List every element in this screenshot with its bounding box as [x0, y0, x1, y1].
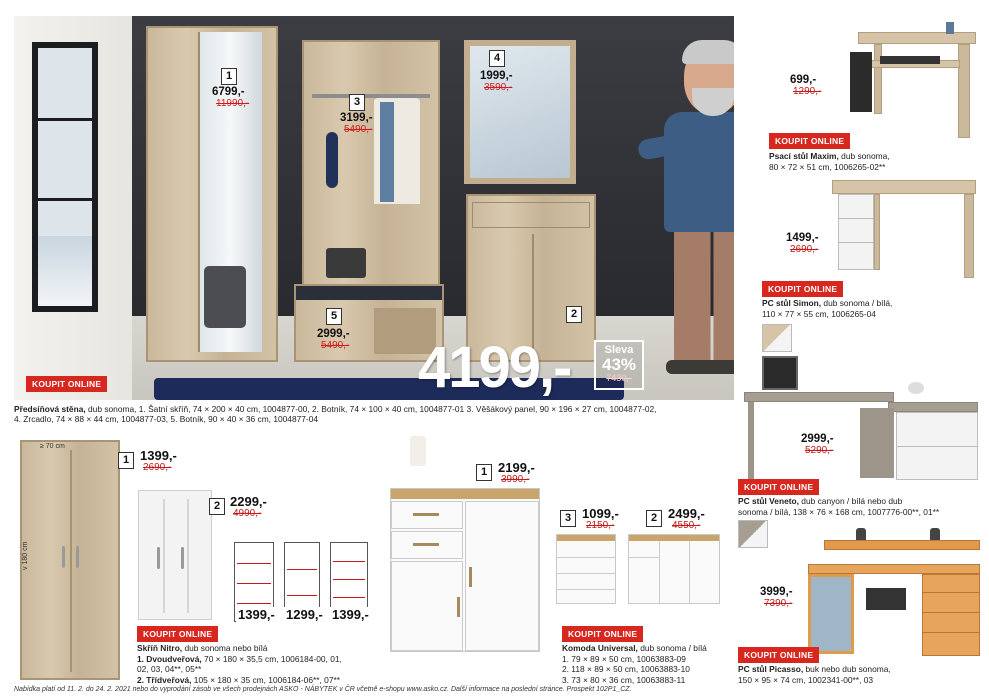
nitro-variant-2-size: 105 × 180 × 35 cm, 1006184-06**, 07** [191, 674, 341, 685]
nitro-2-old-price: 4990,- [233, 508, 262, 519]
person-shirt [664, 112, 734, 232]
veneto-detail: dub canyon / bílá nebo dub [798, 496, 903, 506]
nitro-variant-2: 2. Třídveřová, [137, 674, 192, 685]
veneto-name: PC stůl Veneto, [738, 496, 799, 506]
simon-price: 1499,- [786, 232, 819, 244]
komoda-size-3: 3. 73 × 80 × 36 cm, 10063883-11 [562, 674, 686, 685]
komoda-2-old-price: 4550,- [672, 520, 701, 531]
picasso-old-price: 7390,- [764, 598, 793, 609]
buy-online-button[interactable]: KOUPIT ONLINE [26, 376, 107, 392]
nitro-wardrobe-image [20, 440, 120, 680]
umbrella-image [326, 132, 338, 188]
nitro-caption [137, 643, 342, 685]
veneto-size: sonoma / bílá, 138 × 76 × 168 cm, 1007776-00**, 01** [738, 506, 940, 517]
coat-panel-price: 3199,- [340, 112, 373, 124]
nitro-1-old-price: 2690,- [143, 462, 172, 473]
komoda-2-price: 2499,- [668, 506, 705, 521]
hero-description-title: Předsíňová stěna, [14, 404, 86, 414]
picasso-price: 3999,- [760, 586, 793, 598]
item-number-badge: 2 [646, 510, 662, 527]
komoda-3-old-price: 2150,- [586, 520, 615, 531]
komoda-1-old-price: 3990,- [501, 474, 530, 485]
picasso-desk-image [804, 528, 980, 656]
maxim-desk-image [850, 32, 976, 138]
simon-color-swatch [762, 324, 792, 352]
nitro-height-label: v 180 cm [22, 541, 29, 570]
nitro-variant-1: 1. Dvoudveřová, [137, 653, 202, 664]
nitro-plan-1-price: 1399,- [238, 607, 275, 622]
bench-price: 2999,- [317, 328, 350, 340]
maxim-size: 80 × 72 × 51 cm, 1006265-02** [769, 161, 886, 172]
sale-old-price: 7430,- [606, 373, 632, 383]
candle-image [410, 436, 426, 466]
suitcase-image [204, 266, 246, 328]
komoda-3-image [556, 534, 616, 604]
komoda-size-1: 1. 79 × 89 × 50 cm, 10063883-09 [562, 653, 686, 664]
person-image [674, 228, 734, 368]
set-price: 4199,- [418, 335, 571, 400]
simon-size: 110 × 77 × 55 cm, 1006265-04 [762, 308, 876, 319]
komoda-buy-button[interactable]: KOUPIT ONLINE [562, 626, 643, 642]
sale-label: Sleva [604, 344, 634, 356]
komoda-name: Komoda Universal, [562, 643, 638, 653]
bench-old-price: 5490,- [321, 340, 350, 351]
hero-description-line2: 4. Zrcadlo, 74 × 88 × 44 cm, 1004877-03, 5. Botník, 90 × 40 × 36 cm, 1004877-04 [14, 414, 319, 425]
komoda-2-image [628, 534, 720, 604]
person-hair [682, 40, 734, 64]
item-number-badge: 3 [349, 94, 365, 111]
veneto-buy-button[interactable]: KOUPIT ONLINE [738, 479, 819, 495]
maxim-buy-button[interactable]: KOUPIT ONLINE [769, 133, 850, 149]
komoda-1-image [390, 488, 540, 652]
simon-detail: dub sonoma / bílá, [821, 298, 893, 308]
simon-caption [762, 298, 892, 319]
item-number-badge: 2 [566, 306, 582, 323]
veneto-price: 2999,- [801, 433, 834, 445]
picasso-name: PC stůl Picasso, [738, 664, 804, 674]
hero-description [14, 404, 734, 425]
simon-buy-button[interactable]: KOUPIT ONLINE [762, 281, 843, 297]
komoda-3-price: 1099,- [582, 506, 619, 521]
sale-badge [594, 340, 644, 390]
picasso-caption [738, 664, 891, 685]
maxim-price: 699,- [790, 74, 817, 86]
item-number-badge: 1 [476, 464, 492, 481]
nitro-width-label: ≥ 70 cm [40, 443, 65, 450]
nitro-variant-1-codes: 02, 03, 04**, 05** [137, 664, 202, 675]
item-number-badge: 1 [118, 452, 134, 469]
veneto-color-swatch [738, 520, 768, 548]
komoda-detail: dub sonoma / bílá [637, 643, 707, 653]
nitro-plan-2-price: 1299,- [286, 607, 323, 622]
coat-panel-old-price: 5490,- [344, 124, 373, 135]
person-shoes [666, 360, 734, 374]
maxim-caption [769, 151, 890, 172]
item-number-badge: 5 [326, 308, 342, 325]
mirror-image [464, 40, 576, 184]
basket-image [326, 248, 366, 278]
komoda-1-price: 2199,- [498, 460, 535, 475]
veneto-old-price: 5290,- [805, 445, 834, 456]
sale-percent: 43% [601, 355, 637, 374]
wardrobe-price: 6799,- [212, 86, 245, 98]
item-number-badge: 1 [221, 68, 237, 85]
picasso-buy-button[interactable]: KOUPIT ONLINE [738, 647, 819, 663]
mirror-price: 1999,- [480, 70, 513, 82]
nitro-white-wardrobe-image [138, 490, 212, 620]
nitro-plan-3-price: 1399,- [332, 607, 369, 622]
veneto-desk-image [744, 356, 980, 484]
hero-window-image [32, 42, 98, 312]
simon-name: PC stůl Simon, [762, 298, 822, 308]
simon-desk-image [832, 180, 976, 278]
picasso-size: 150 × 95 × 74 cm, 1002341-00**, 03 [738, 674, 874, 685]
picasso-detail: buk nebo dub sonoma, [803, 664, 891, 674]
simon-old-price: 2690,- [790, 244, 819, 255]
nitro-2-price: 2299,- [230, 494, 267, 509]
komoda-caption [562, 643, 707, 685]
veneto-caption [738, 496, 939, 517]
nitro-buy-button[interactable]: KOUPIT ONLINE [137, 626, 218, 642]
item-number-badge: 4 [489, 50, 505, 67]
hero-description-body: dub sonoma, 1. Šatní skříň, 74 × 200 × 40 cm, 1004877-00, 2. Botník, 74 × 100 × 40 cm, 1004877-01 3. Věšákový panel, 90 × 196 × 27 cm, 1004877-02, [85, 404, 657, 414]
offer-footnote: Nabídka platí od 11. 2. do 24. 2. 2021 nebo do vyprodání zásob ve všech prodejnách ASKO - NÁBYTEK v ČR včetně e-shopu www.asko.cz. Další informace na poslední stránce. Prospekt 102P1_CZ. [14, 686, 632, 693]
mirror-old-price: 3590,- [484, 82, 513, 93]
item-number-badge: 2 [209, 498, 225, 515]
wardrobe-old-price: 11990,- [216, 98, 250, 109]
scarf-image [380, 102, 394, 202]
nitro-detail: dub sonoma nebo bílá [182, 643, 268, 653]
item-number-badge: 3 [560, 510, 576, 527]
nitro-1-price: 1399,- [140, 448, 177, 463]
maxim-detail: dub sonoma, [838, 151, 890, 161]
maxim-old-price: 1290,- [793, 86, 822, 97]
komoda-size-2: 2. 118 × 89 × 50 cm, 10063883-10 [562, 664, 690, 675]
nitro-name: Skříň Nitro, [137, 643, 183, 653]
maxim-name: Psací stůl Maxim, [769, 151, 839, 161]
nitro-variant-1-size: 70 × 180 × 35,5 cm, 1006184-00, 01, [201, 653, 342, 664]
